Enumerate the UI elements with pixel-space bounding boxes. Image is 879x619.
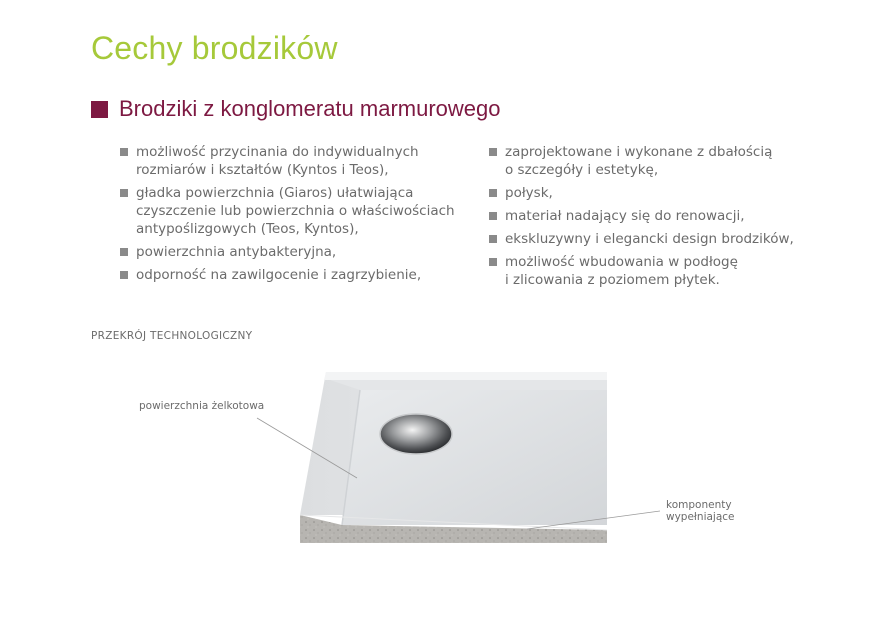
list-item-text: gładka powierzchnia (Giaros) ułatwiająca czyszczenie lub powierzchnia o właściwościach antypoślizgowych (Teos, Kyntos), — [136, 185, 455, 237]
list-item-text: odporność na zawilgocenie i zagrzybienie, — [136, 267, 422, 283]
list-item-text: połysk, — [505, 185, 553, 201]
callout-filler-components — [666, 499, 735, 523]
cross-section-label: PRZEKRÓJ TECHNOLOGICZNY — [91, 330, 253, 342]
tray-inner-wall — [330, 380, 607, 390]
list-item-text: materiał nadający się do renowacji, — [505, 208, 745, 224]
list-item-text: ekskluzywny i elegancki design brodzików, — [505, 231, 794, 247]
callout-filler-line1: komponenty — [666, 499, 732, 511]
tray-top-edge — [324, 372, 607, 380]
tray-inner-floor — [342, 390, 607, 525]
list-item-text: możliwość wbudowania w podłogę i zlicowania z poziomem płytek. — [505, 254, 738, 288]
callout-filler-line2: wypełniające — [666, 511, 735, 523]
list-item-text: możliwość przycinania do indywidualnych rozmiarów i kształtów (Kyntos i Teos), — [136, 144, 419, 178]
list-item-text: zaprojektowane i wykonane z dbałością o szczegóły i estetykę, — [505, 144, 773, 178]
list-item-text: powierzchnia antybakteryjna, — [136, 244, 337, 260]
section-subtitle: Brodziki z konglomeratu marmurowego — [119, 96, 501, 121]
callout-gelcoat-surface: powierzchnia żelkotowa — [139, 400, 265, 412]
page-title: Cechy brodzików — [91, 30, 338, 66]
